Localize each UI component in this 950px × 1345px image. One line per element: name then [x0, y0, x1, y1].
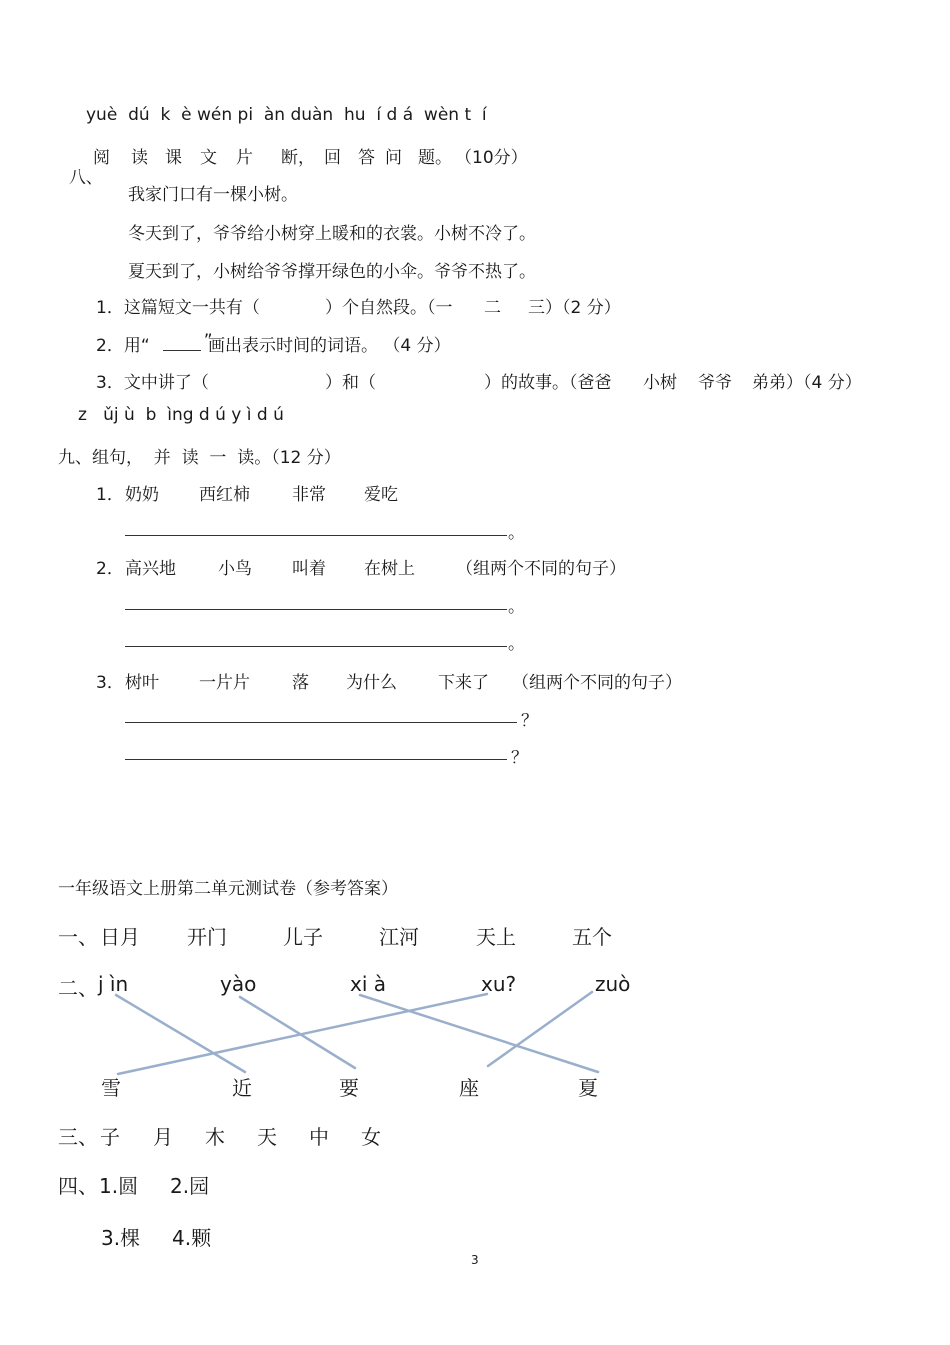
answer-item: 4.颗	[172, 1226, 212, 1250]
word-card: 为什么	[346, 673, 397, 693]
title-char: 读	[131, 148, 148, 168]
page-number: 3	[471, 1253, 479, 1267]
s9q1-num: 1．	[96, 485, 124, 505]
answer-char: 女	[361, 1125, 381, 1149]
answer-word: 五个	[572, 925, 612, 949]
line-end: 。	[508, 597, 525, 617]
word-card: 奶奶	[125, 485, 159, 505]
q1-close: ）个自然段。（一	[325, 298, 453, 318]
q3-tail: ）的故事。（爸爸	[484, 373, 612, 393]
word-card: 树叶	[125, 673, 159, 693]
q2-tail: 画出表示时间的词语。 （4 分）	[208, 336, 451, 356]
answer-word: 天上	[476, 925, 516, 949]
line-end: ？	[521, 711, 538, 731]
title-char: 文	[200, 148, 217, 168]
hanzi-item: 雪	[101, 1076, 121, 1100]
section8-num: 八、	[68, 168, 103, 188]
passage-line: 夏天到了，小树给爷爷撑开绿色的小伞。爷爷不热了。	[128, 262, 536, 282]
s9q3-note: （组两个不同的句子）	[512, 673, 682, 693]
title-char: 课	[165, 148, 182, 168]
answer-word: 开门	[187, 925, 227, 949]
q3-option: 爷爷	[698, 373, 732, 393]
title-char: 题。	[418, 148, 452, 168]
title-char: 阅	[93, 148, 110, 168]
s9q3-num: 3．	[96, 673, 124, 693]
q3-text: 3．文中讲了（	[96, 373, 209, 393]
match-line	[488, 992, 592, 1066]
answer-word: 儿子	[283, 925, 323, 949]
q1-option-two: 二	[484, 298, 501, 318]
q3-option: 弟弟）（4 分）	[752, 373, 862, 393]
s9q2-note: （组两个不同的句子）	[456, 559, 626, 579]
line-end: ？	[511, 748, 528, 768]
match-line	[240, 997, 355, 1068]
word-card: 爱吃	[364, 485, 398, 505]
word-card: 在树上	[364, 559, 415, 579]
word-card: 落	[292, 673, 309, 693]
a1-num: 一、	[58, 925, 98, 949]
pinyin-item: zuò	[595, 972, 631, 996]
title-char: 断，	[281, 148, 315, 168]
line-end: 。	[508, 523, 525, 543]
pinyin-item: j ìn	[98, 972, 129, 996]
answer-char: 中	[309, 1125, 329, 1149]
a3-num: 三、	[58, 1125, 98, 1149]
q1-text: 1．这篇短文一共有（	[96, 298, 260, 318]
answers-title: 一年级语文上册第二单元测试卷（参考答案）	[58, 879, 398, 899]
pinyin-item: yào	[220, 972, 257, 996]
a4-num: 四、	[58, 1174, 98, 1198]
q3-option: 小树	[643, 373, 677, 393]
hanzi-item: 近	[232, 1076, 252, 1100]
word-card: 一片片	[199, 673, 250, 693]
q2-text: 2．用“	[96, 336, 150, 356]
answer-char: 子	[100, 1125, 120, 1149]
a2-num: 二、	[58, 976, 98, 1000]
word-card: 叫着	[292, 559, 326, 579]
match-line	[360, 995, 598, 1072]
section9-pinyin: z ǔj ù b ìng d ú y ì d ú	[78, 405, 284, 425]
section9-title: 九、组句， 并 读 一 读。（12 分）	[58, 448, 341, 468]
word-card: 西红柿	[199, 485, 250, 505]
line-end: 。	[508, 634, 525, 654]
title-char: 答	[358, 148, 375, 168]
section8-score: （10分）	[455, 148, 528, 168]
passage-line: 我家门口有一棵小树。	[128, 185, 298, 205]
section8-pinyin: yuè dú k è wén pi àn duàn hu í d á wèn t í	[86, 105, 487, 125]
passage-line: 冬天到了，爷爷给小树穿上暖和的衣裳。小树不冷了。	[128, 224, 536, 244]
word-card: 非常	[292, 485, 326, 505]
word-card: 高兴地	[125, 559, 176, 579]
title-char: 回	[324, 148, 341, 168]
q3-and: ）和（	[325, 373, 376, 393]
hanzi-item: 要	[339, 1076, 359, 1100]
answer-word: 日月	[100, 925, 140, 949]
hanzi-item: 座	[459, 1076, 479, 1100]
title-char: 片	[236, 148, 253, 168]
match-line	[118, 994, 487, 1074]
answer-word: 江河	[379, 925, 419, 949]
s9q2-num: 2．	[96, 559, 124, 579]
pinyin-item: xi à	[350, 972, 387, 996]
q2-mark: ”	[193, 331, 213, 351]
answer-item: 3.棵	[101, 1226, 141, 1250]
answer-item: 2.园	[170, 1174, 210, 1198]
hanzi-item: 夏	[578, 1076, 598, 1100]
word-card: 下来了	[438, 673, 489, 693]
word-card: 小鸟	[218, 559, 252, 579]
answer-item: 1.圆	[99, 1174, 139, 1198]
answer-char: 天	[257, 1125, 277, 1149]
q1-option-three: 三）（2 分）	[528, 298, 621, 318]
pinyin-item: xu?	[481, 972, 517, 996]
answer-char: 月	[153, 1125, 173, 1149]
answer-char: 木	[205, 1125, 225, 1149]
title-char: 问	[385, 148, 402, 168]
